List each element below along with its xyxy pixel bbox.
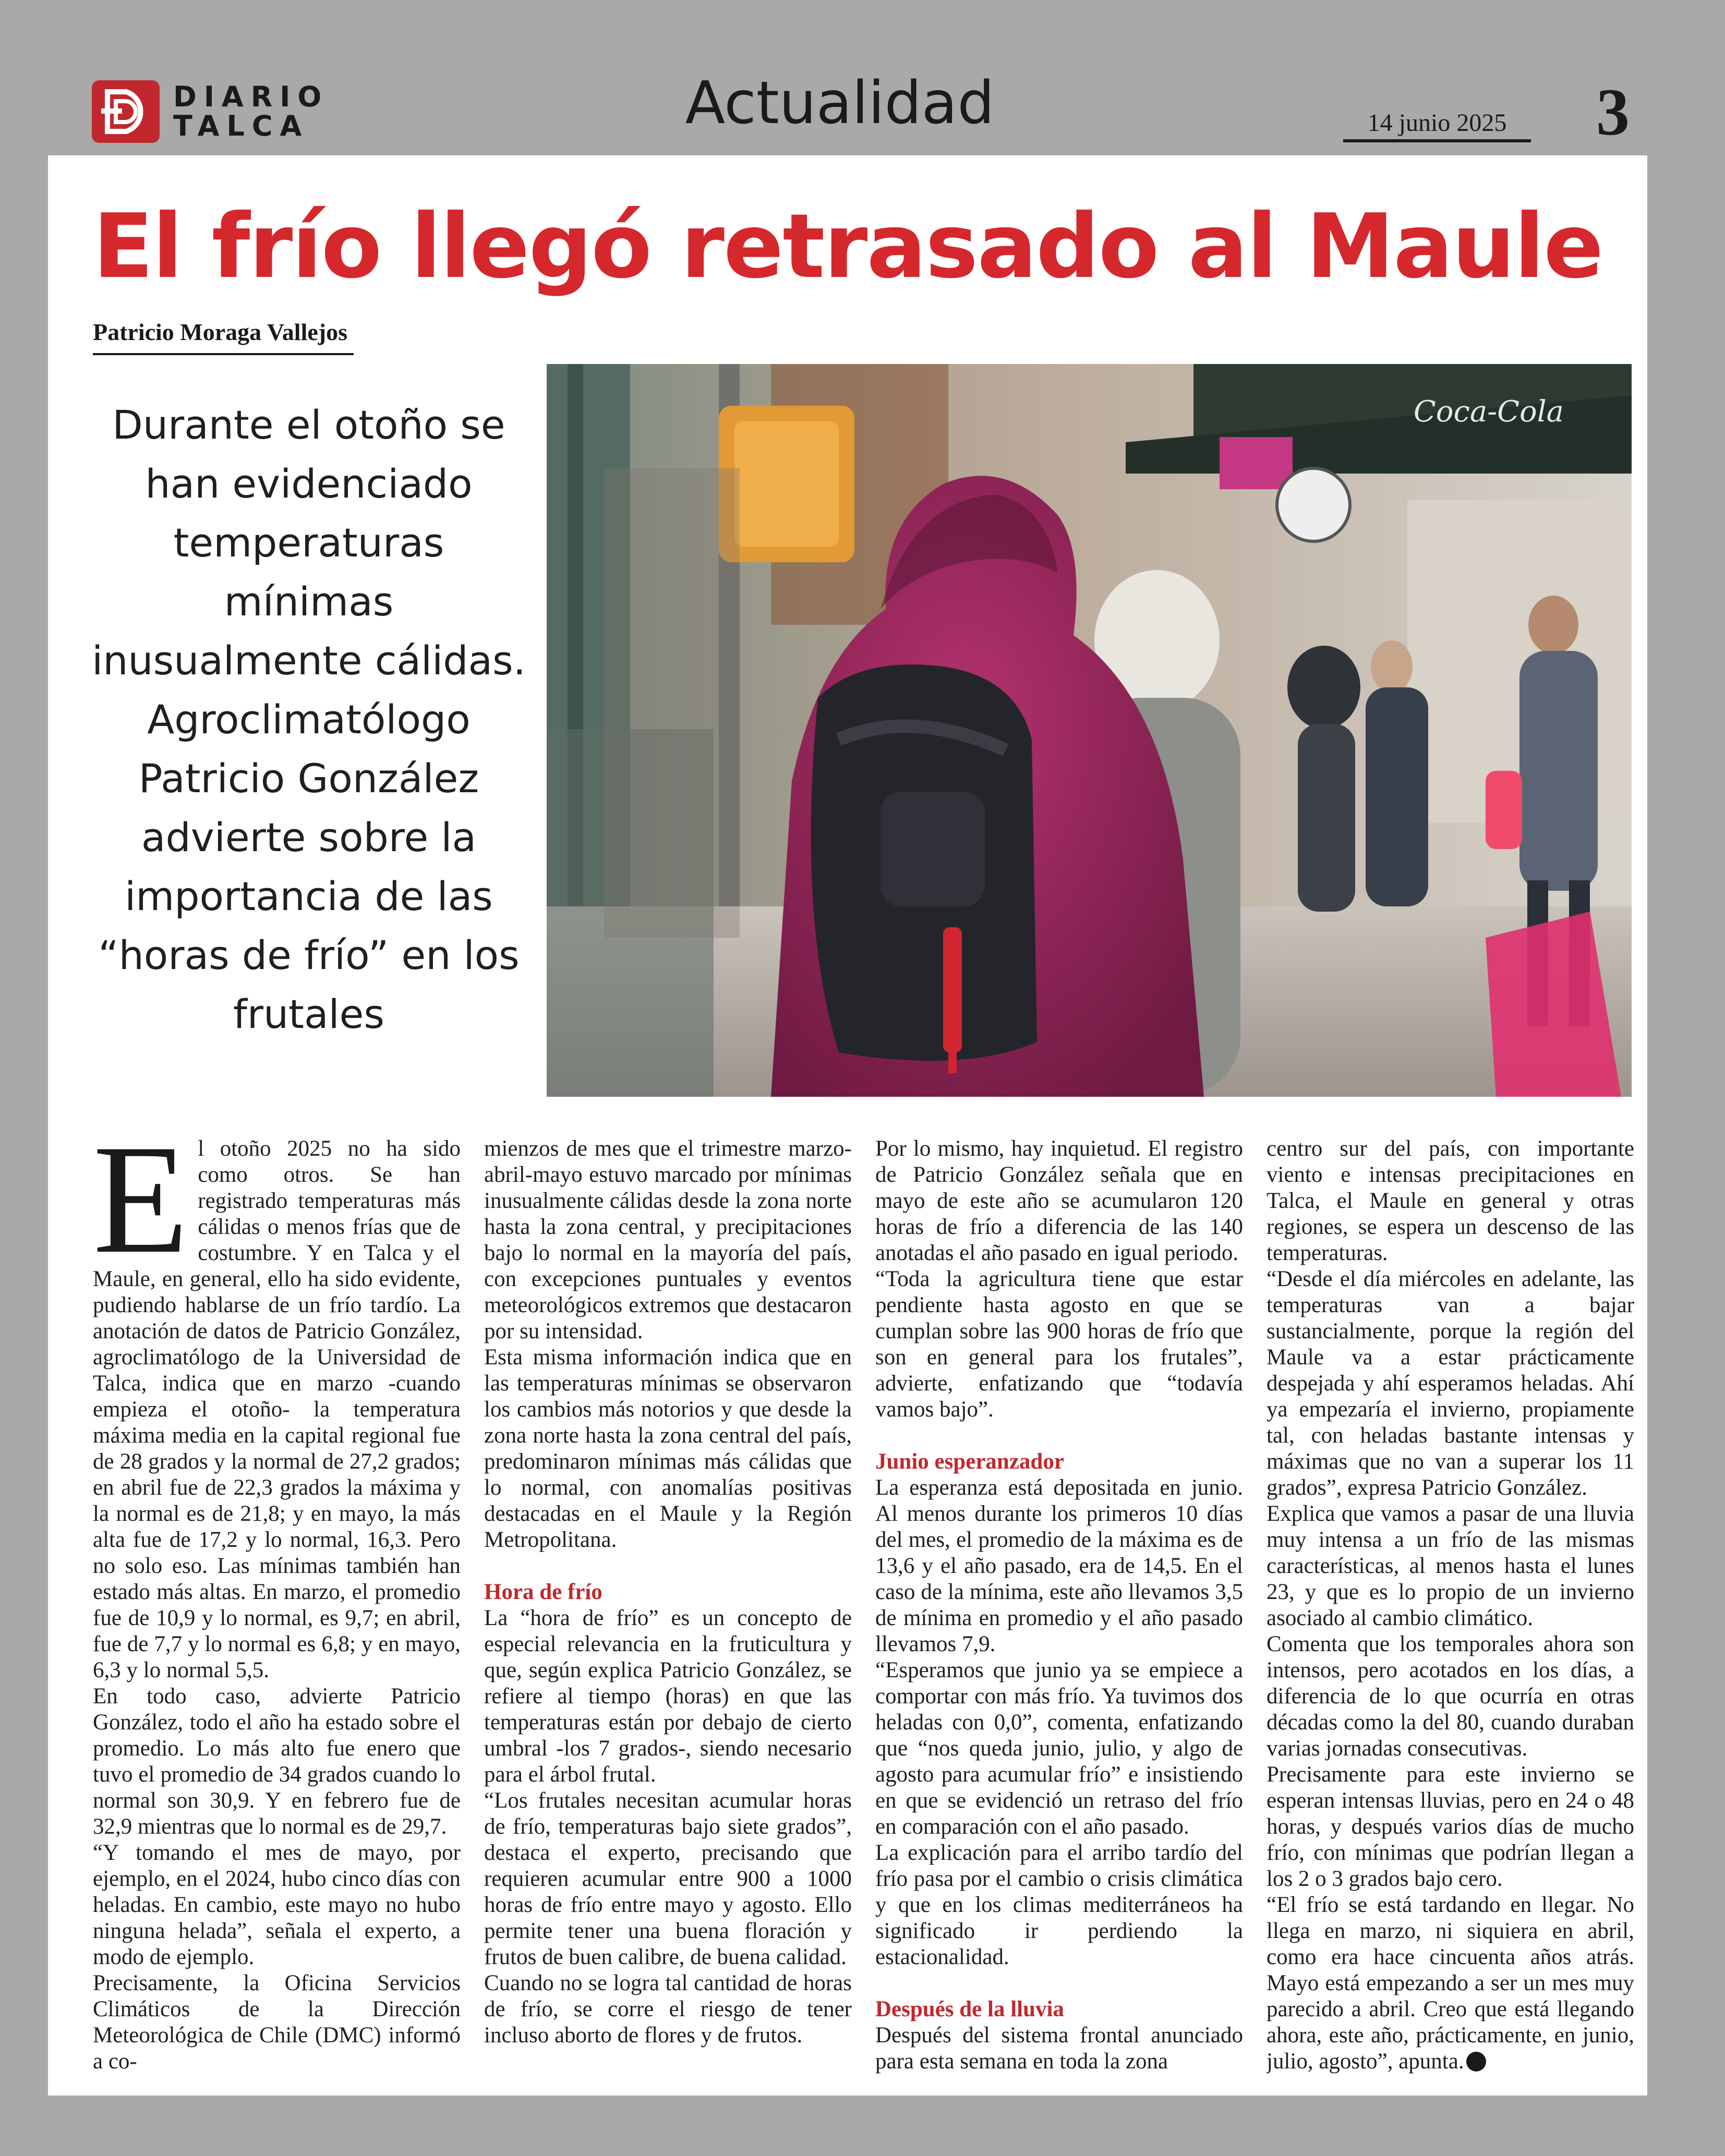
street-scene-illustration (547, 364, 1632, 1097)
drop-cap: E (93, 1136, 189, 1286)
paragraph: “Los frutales necesitan acumular horas de frío, temperaturas bajo siete grados”, destaca el experto, precisando que requieren acumular entre 900 a 1000 horas de frío entre mayo y agosto. Ello permite tener una buena floración y frutos de buen calibre, de buena calidad. (484, 1788, 852, 1969)
paragraph: La esperanza está depositada en junio. Al menos durante los primeros 10 días del mes, el promedio de la máxima es de 13,6 y el año pasado, era de 14,5. En el caso de la mínima, este año llevamos 3,5 de mínima en promedio y el año pasado llevamos 7,9. (875, 1475, 1243, 1656)
body-column-3 (875, 1136, 1243, 2090)
paragraph: Comenta que los temporales ahora son intensos, pero acotados en los días, a diferencia de lo que ocurría en otras décadas como la del 80, cuando duraban varias jornadas consecutivas. (1266, 1632, 1634, 1761)
article-photo[interactable] (547, 364, 1632, 1097)
paragraph: Precisamente para este invierno se esperan intensas lluvias, pero en 24 o 48 horas, y después varios días de mucho frío, con mínimas que podrían llegan a los 2 o 3 grados bajo cero. (1266, 1762, 1634, 1891)
page-number: 3 (1596, 75, 1630, 149)
subtitle: Durante el otoño se han evidenciado temperaturas mínimas inusualmente cálidas. Agroclimatólogo Patricio González advierte sobre la importancia de las “horas de frío” en los frutales (92, 402, 526, 1037)
body-column-4 (1266, 1136, 1634, 2090)
paragraph: mienzos de mes que el trimestre marzo-abril-mayo estuvo marcado por mínimas inusualmente cálidas desde la zona norte hasta la zona central, y precipitaciones bajo lo normal en la mayoría del país, con excepciones puntuales y eventos meteorológicos extremos que destacaron por su intensidad. (484, 1136, 852, 1343)
paragraph: La explicación para el arribo tardío del frío pasa por el cambio o crisis climática y que en los climas mediterráneos ha significado ir perdiendo la estacionalidad. (875, 1840, 1243, 1969)
subhead-junio-esperanzador: Junio esperanzador (875, 1449, 1064, 1474)
paragraph: Cuando no se logra tal cantidad de horas de frío, se corre el riesgo de tener incluso aborto de flores y de frutos. (484, 1971, 852, 2048)
article-body (93, 1136, 1637, 2090)
paragraph: Por lo mismo, hay inquietud. El registro de Patricio González señala que en mayo de este año se acumularon 120 horas de frío a diferencia de las 140 anotadas el año pasado en igual periodo. (875, 1136, 1243, 1265)
paragraph: La “hora de frío” es un concepto de especial relevancia en la fruticultura y que, según explica Patricio González, se refiere al tiempo (horas) en que las temperaturas están por debajo de cierto umbral -los 7 grados-, siendo necesario para el árbol frutal. (484, 1606, 852, 1787)
paragraph: “Y tomando el mes de mayo, por ejemplo, en el 2024, hubo cinco días con heladas. En cambio, este mayo no hubo ninguna helada”, señala el experto, a modo de ejemplo. (93, 1840, 461, 1969)
paragraph: “Toda la agricultura tiene que estar pendiente hasta agosto en que se cumplan sobre las 900 horas de frío que son en general para los frutales”, advierte, enfatizando que “todavía vamos bajo”. (875, 1267, 1243, 1422)
diario-talca-logo[interactable] (92, 80, 329, 143)
paragraph: Explica que vamos a pasar de una lluvia muy intensa a un frío de las mismas características, al menos hasta el lunes 23, y que es lo propio de un invierno asociado al cambio climático. (1266, 1501, 1634, 1630)
headline: El frío llegó retrasado al Maule (93, 195, 1603, 298)
paragraph: centro sur del país, con importante viento e intensas precipitaciones en Talca, el Maule en general y otras regiones, se espera un descenso de las temperaturas. (1266, 1136, 1634, 1265)
logo-text-line1: DIARIO (173, 80, 329, 113)
subhead-hora-de-frio: Hora de frío (484, 1580, 602, 1604)
end-of-article-icon (1466, 2052, 1486, 2072)
section-title: Actualidad (685, 69, 995, 137)
body-column-1 (93, 1136, 461, 2090)
paragraph-final (1266, 1892, 1634, 2075)
paragraph: “Esperamos que junio ya se empiece a comportar con más frío. Ya tuvimos dos heladas con 0,0”, comenta, enfatizando que “nos queda junio, julio, y algo de agosto para acumular frío” e insistiendo en que se evidenció un retraso del frío en comparación con el año pasado. (875, 1658, 1243, 1839)
paragraph-final-text: “El frío se está tardando en llegar. No llega en marzo, ni siquiera en abril, como era hace cincuenta años atrás. Mayo está empezando a ser un mes muy parecido a abril. Creo que está llegando ahora, este año, prácticamente, en junio, julio, agosto”, apunta. (1266, 1893, 1634, 2074)
logo-text-line2: TALCA (173, 110, 309, 142)
paragraph: l otoño 2025 no ha sido como otros. Se han registrado temperaturas más cálidas o menos frías que de costumbre. Y en Talca y el Maule, en general, ello ha sido evidente, pudiendo hablarse de un frío tardío. La anotación de datos de Patricio González, agroclimatólogo de la Universidad de Talca, indica que en marzo -cuando empieza el otoño- la temperatura máxima media en la capital regional fue de 28 grados y la normal de 27,2 grados; en abril fue de 22,3 grados la máxima y la normal es de 21,8; y en mayo, la más alta fue de 17,2 y lo normal, 16,3. Pero no solo eso. Las mínimas también han estado más altas. En marzo, el promedio fue de 10,9 y lo normal, es 9,7; en abril, fue de 7,7 y lo normal es 6,8; y en mayo, 6,3 y lo normal 5,5. (93, 1136, 461, 1682)
logo-d-icon (92, 80, 160, 143)
article-page (48, 155, 1647, 2096)
paragraph: Precisamente, la Oficina Servicios Climáticos de la Dirección Meteorológica de Chile (DMC) informó a co- (93, 1971, 461, 2074)
byline: Patricio Moraga Vallejos (93, 318, 354, 355)
coca-cola-sign: Coca-Cola (1413, 395, 1564, 429)
body-column-2 (484, 1136, 852, 2090)
paragraph: Después del sistema frontal anunciado para esta semana en toda la zona (875, 2023, 1243, 2074)
issue-date: 14 junio 2025 (1343, 108, 1531, 142)
subhead-despues-de-la-lluvia: Después de la lluvia (875, 1997, 1064, 2021)
paragraph: Esta misma información indica que en las temperaturas mínimas se observaron los cambios más notorios y que desde la zona norte hasta la zona central del país, predominaron mínimas más cálidas que lo normal, con anomalías positivas destacadas en el Maule y la Región Metropolitana. (484, 1345, 852, 1552)
logo-text (173, 82, 329, 141)
paragraph: En todo caso, advierte Patricio González, todo el año ha estado sobre el promedio. Lo más alto fue enero que tuvo el promedio de 34 grados cuando lo normal son 30,9. Y en febrero fue de 32,9 mientras que lo normal es de 29,7. (93, 1684, 461, 1839)
page-header (0, 0, 1725, 156)
paragraph: “Desde el día miércoles en adelante, las temperaturas van a bajar sustancialmente, porque la región del Maule va a estar prácticamente despejada y ahí esperamos heladas. Ahí ya empezaría el invierno, propiamente tal, con heladas bastante intensas y máximas que no van a superar los 11 grados”, expresa Patricio González. (1266, 1267, 1634, 1500)
